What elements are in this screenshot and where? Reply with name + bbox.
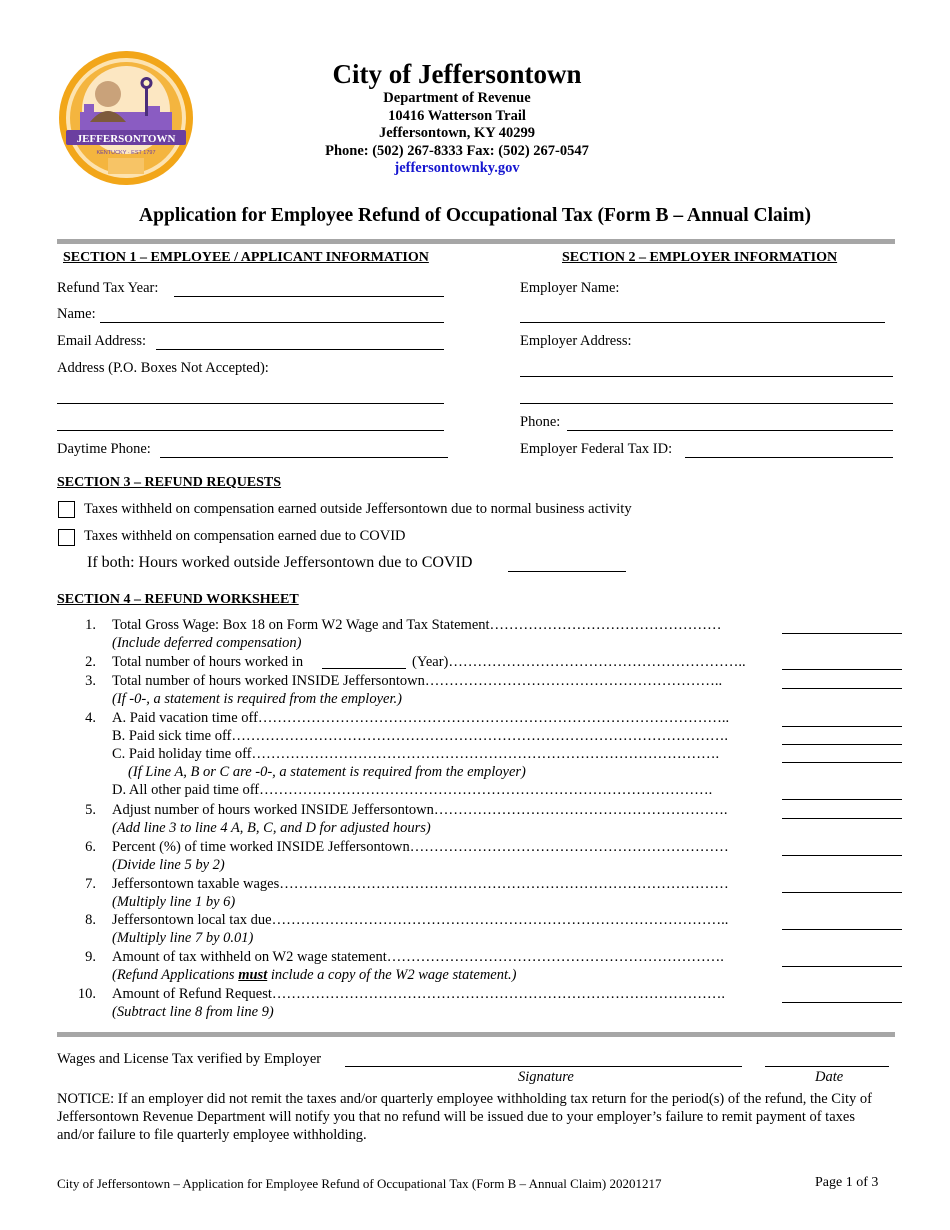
name-input[interactable]	[100, 322, 444, 323]
answer-line-3[interactable]	[782, 688, 902, 689]
address-label: Address (P.O. Boxes Not Accepted):	[57, 360, 269, 376]
section1-heading: SECTION 1 – EMPLOYEE / APPLICANT INFORMATION	[63, 250, 429, 265]
worksheet-note-3: (If -0-, a statement is required from the employer.)	[112, 691, 402, 707]
year-input[interactable]	[322, 668, 406, 669]
section3-heading: SECTION 3 – REFUND REQUESTS	[57, 475, 282, 490]
name-label: Name:	[57, 306, 96, 322]
employer-phone-label: Phone:	[520, 414, 561, 430]
refund-tax-year-label: Refund Tax Year:	[57, 280, 159, 296]
worksheet-line-9: Amount of tax withheld on W2 wage statement…………………………………………………………….	[112, 949, 724, 965]
normal-business-label: Taxes withheld on compensation earned outside Jeffersontown due to normal business activity	[84, 501, 632, 517]
worksheet-note-4: (If Line A, B or C are -0-, a statement is required from the employer)	[128, 764, 526, 780]
email-input[interactable]	[156, 349, 444, 350]
answer-line-6[interactable]	[782, 855, 902, 856]
phone-fax: Phone: (502) 267-8333 Fax: (502) 267-0547	[325, 142, 589, 159]
worksheet-line-number: 8.	[85, 912, 96, 928]
worksheet-note-10: (Subtract line 8 from line 9)	[112, 1004, 274, 1020]
page-number: Page 1 of 3	[815, 1175, 879, 1190]
worksheet-line-number: 5.	[85, 802, 96, 818]
answer-line-9[interactable]	[782, 966, 902, 967]
signature-date-input[interactable]	[765, 1066, 889, 1067]
worksheet-line-number: 1.	[85, 617, 96, 633]
refund-tax-year-input[interactable]	[174, 296, 444, 297]
worksheet-line-4d: D. All other paid time off………………………………………………………………………………….	[112, 782, 713, 798]
city-state-zip: Jeffersontown, KY 40299	[378, 125, 536, 141]
bottom-divider	[57, 1032, 895, 1037]
employer-address-input-line1[interactable]	[520, 376, 893, 377]
covid-label: Taxes withheld on compensation earned due to COVID	[84, 528, 406, 544]
answer-line-10[interactable]	[782, 1002, 902, 1003]
worksheet-note-7: (Multiply line 1 by 6)	[112, 894, 236, 910]
must-emphasis: must	[238, 967, 268, 983]
worksheet-line-number: 7.	[85, 876, 96, 892]
covid-checkbox[interactable]	[58, 529, 75, 546]
address-input-line1[interactable]	[57, 403, 444, 404]
answer-line-4c[interactable]	[782, 762, 902, 763]
footer-text: City of Jeffersontown – Application for Employee Refund of Occupational Tax (Form B – Annual Claim) 20201217	[57, 1176, 662, 1191]
worksheet-line-8: Jeffersontown local tax due…………………………………………………………………………………..	[112, 912, 729, 928]
employer-name-input[interactable]	[520, 322, 885, 323]
worksheet-line-number: 10.	[77, 986, 96, 1002]
signature-caption: Signature	[518, 1069, 574, 1085]
worksheet-note-1: (Include deferred compensation)	[112, 635, 302, 651]
section4-heading: SECTION 4 – REFUND WORKSHEET	[57, 592, 299, 607]
top-divider	[57, 239, 895, 244]
worksheet-line-number: 6.	[85, 839, 96, 855]
worksheet-line-10: Amount of Refund Request………………………………………………………………………………….	[112, 986, 726, 1002]
email-label: Email Address:	[57, 333, 147, 349]
worksheet-line-number: 4.	[85, 710, 96, 726]
worksheet-line-4a: A. Paid vacation time off……………………………………………………………………………………..	[112, 710, 730, 726]
answer-line-4b[interactable]	[782, 744, 902, 745]
department-name: Department of Revenue	[383, 90, 531, 106]
section2-heading: SECTION 2 – EMPLOYER INFORMATION	[562, 250, 838, 265]
worksheet-note-6: (Divide line 5 by 2)	[112, 857, 225, 873]
worksheet-note-8: (Multiply line 7 by 0.01)	[112, 930, 254, 946]
seal-banner-text: JEFFERSONTOWN	[76, 133, 176, 145]
daytime-phone-input[interactable]	[160, 457, 448, 458]
worksheet-line-7: Jeffersontown taxable wages…………………………………………………………………………………	[112, 876, 729, 892]
normal-business-checkbox[interactable]	[58, 501, 75, 518]
if-both-label: If both: Hours worked outside Jeffersontown due to COVID	[87, 554, 473, 571]
worksheet-line-6: Percent (%) of time worked INSIDE Jeffersontown…………………………………………………………	[112, 839, 729, 855]
worksheet-line-4b: B. Paid sick time off………………………………………………………………………………………….	[112, 728, 728, 744]
employer-address-label: Employer Address:	[520, 333, 632, 349]
worksheet-line-5: Adjust number of hours worked INSIDE Jeffersontown…………………………………………………….	[112, 802, 728, 818]
seal-sub-text: KENTUCKY · EST 1797	[96, 150, 156, 156]
answer-line-1[interactable]	[782, 633, 902, 634]
covid-hours-input[interactable]	[508, 571, 626, 572]
website-link[interactable]: jeffersontownky.gov	[394, 160, 520, 176]
address-input-line2[interactable]	[57, 430, 444, 431]
worksheet-line-number: 2.	[85, 654, 96, 670]
city-name: City of Jeffersontown	[332, 59, 582, 89]
employer-signature-input[interactable]	[345, 1066, 742, 1067]
worksheet-note-5: (Add line 3 to line 4 A, B, C, and D for adjusted hours)	[112, 820, 431, 836]
employer-phone-input[interactable]	[567, 430, 893, 431]
street-address: 10416 Watterson Trail	[388, 107, 526, 124]
federal-tax-id-input[interactable]	[685, 457, 893, 458]
worksheet-line-1: Total Gross Wage: Box 18 on Form W2 Wage and Tax Statement…………………………………………	[112, 617, 722, 633]
letterhead	[0, 58, 950, 178]
answer-line-8[interactable]	[782, 929, 902, 930]
date-caption: Date	[815, 1069, 844, 1085]
worksheet-note-9: (Refund Applications must include a copy of the W2 wage statement.)	[112, 967, 517, 983]
worksheet-line-number: 9.	[85, 949, 96, 965]
worksheet-line-number: 3.	[85, 673, 96, 689]
answer-line-2[interactable]	[782, 669, 902, 670]
answer-line-4d[interactable]	[782, 799, 902, 800]
daytime-phone-label: Daytime Phone:	[57, 441, 151, 457]
notice-paragraph: NOTICE: If an employer did not remit the taxes and/or quarterly employee withholding tax return for the period(s) of the refund, the City of Jeffersontown Revenue Department will notify you that no refund will be issued due to your employer’s failure to remit payment of taxes and/or failure to file quarterly employee withholding.	[57, 1091, 872, 1143]
answer-line-7[interactable]	[782, 892, 902, 893]
verification-label: Wages and License Tax verified by Employer	[57, 1051, 322, 1067]
worksheet-line-4c: C. Paid holiday time off…………………………………………………………………………………….	[112, 746, 720, 762]
worksheet-line-2-pre: Total number of hours worked in	[112, 654, 304, 670]
employer-name-label: Employer Name:	[520, 280, 620, 296]
employer-address-input-line2[interactable]	[520, 403, 893, 404]
answer-line-4a[interactable]	[782, 726, 902, 727]
form-title: Application for Employee Refund of Occupational Tax (Form B – Annual Claim)	[139, 205, 811, 226]
worksheet-line-3: Total number of hours worked INSIDE Jeffersontown……………………………………………………..	[112, 673, 723, 689]
worksheet-line-2-post: (Year)……………………………………………………..	[412, 654, 746, 670]
federal-tax-id-label: Employer Federal Tax ID:	[520, 441, 673, 457]
answer-line-5[interactable]	[782, 818, 902, 819]
